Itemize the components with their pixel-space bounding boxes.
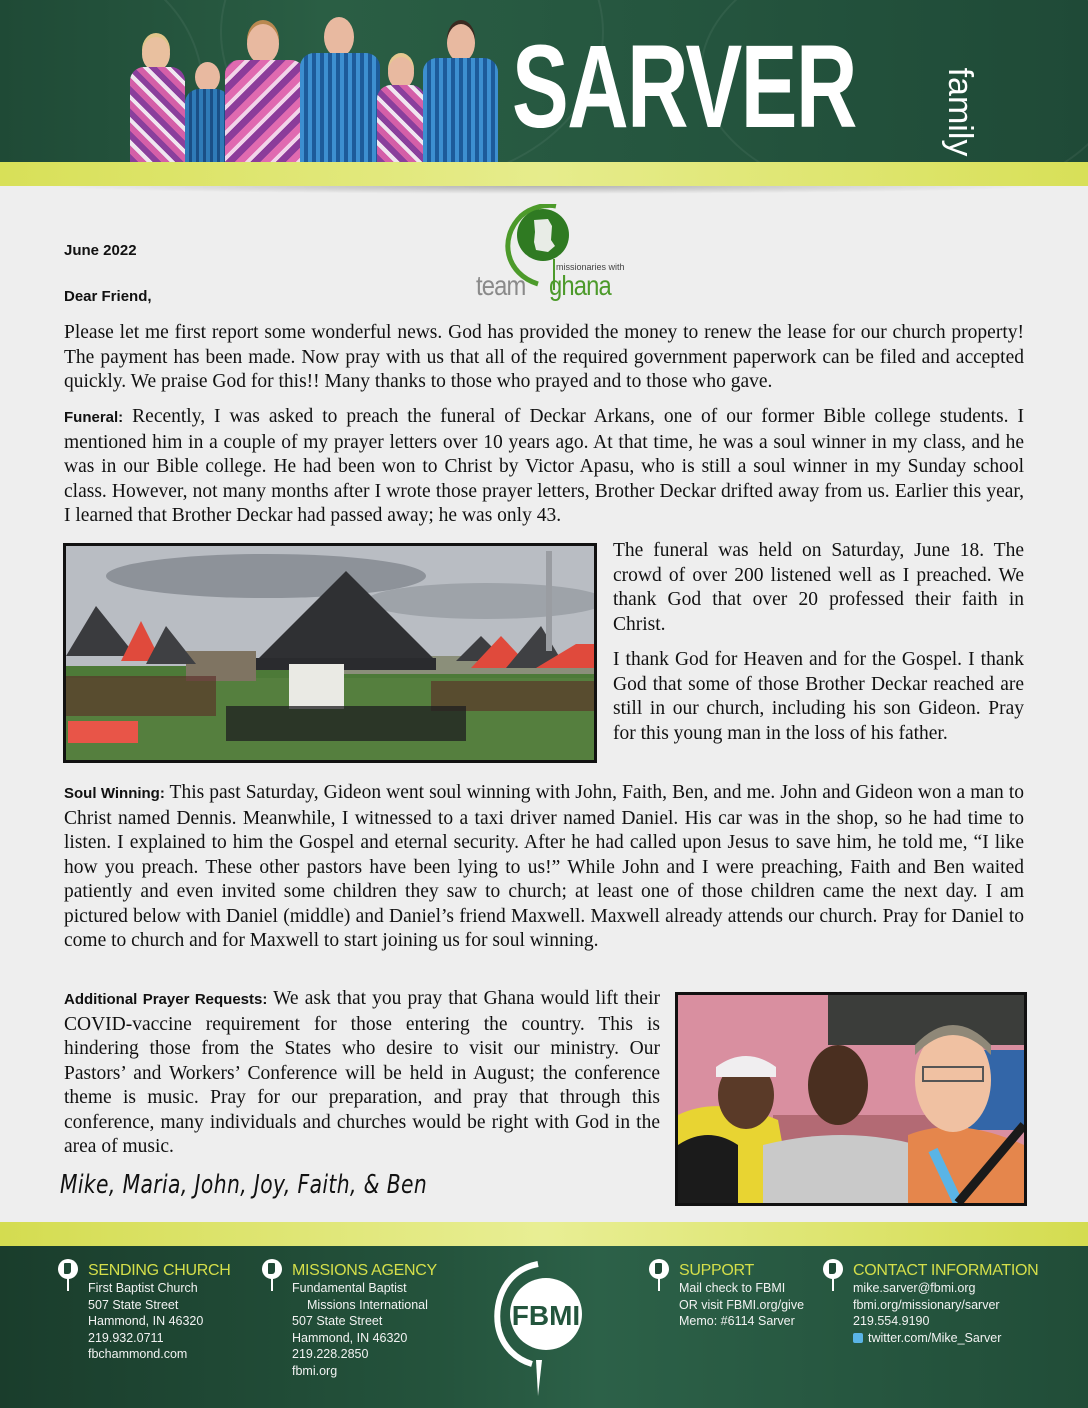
agency-website[interactable]: fbmi.org <box>292 1363 338 1378</box>
map-pin-icon <box>58 1259 78 1279</box>
team-ghana-logo <box>476 204 626 306</box>
support-mail: Mail check to FBMI <box>679 1281 786 1295</box>
three-men-image <box>678 995 1024 1203</box>
prayer-requests-text: We ask that you pray that Ghana would lift their COVID-vaccine requirement for those entering the country. This is hindering those from the States who desire to visit our ministry. Our Pastors’ and Workers’ Conference will be held in August; the conference theme is music. Pray for our preparation, and pray that through this conference, many individuals and churches would be right with God in the area of music. <box>64 988 660 1157</box>
support-memo: Memo: #6114 Sarver <box>679 1314 795 1328</box>
funeral-paragraph <box>64 405 1024 529</box>
header-banner <box>0 0 1088 162</box>
contact-phone: 219.554.9190 <box>853 1314 930 1328</box>
map-pin-icon <box>649 1259 669 1279</box>
sending-church-title: SENDING CHURCH <box>88 1262 231 1279</box>
daniel-maxwell-photo <box>675 992 1027 1206</box>
contact-email[interactable]: mike.sarver@fbmi.org <box>853 1281 976 1295</box>
fbmi-seal-icon <box>492 1256 592 1396</box>
map-pin-icon <box>262 1259 282 1279</box>
soul-winning-paragraph <box>64 781 1024 954</box>
banner-title: SARVER <box>512 21 856 153</box>
letter-greeting: Dear Friend, <box>64 288 152 305</box>
contact-twitter[interactable] <box>853 1330 1038 1347</box>
sending-church-street: 507 State Street <box>88 1297 179 1312</box>
support-title: SUPPORT <box>679 1262 754 1279</box>
missions-agency-title: MISSIONS AGENCY <box>292 1262 437 1279</box>
sending-church-section <box>88 1261 230 1363</box>
support-visit[interactable]: OR visit FBMI.org/give <box>679 1297 805 1312</box>
funeral-tents-image <box>66 546 594 760</box>
letter-date: June 2022 <box>64 242 137 259</box>
twitter-icon <box>853 1333 863 1343</box>
sending-church-phone: 219.932.0711 <box>88 1330 164 1345</box>
prayer-requests-label: Additional Prayer Requests: <box>64 991 268 1008</box>
support-section <box>679 1261 804 1330</box>
funeral-held-paragraph: The funeral was held on Saturday, June 18. The crowd of over 200 listened well as I preached. We thank God that over 20 professed their faith in Christ. <box>613 540 1024 635</box>
footer-accent-band <box>0 1222 1088 1246</box>
agency-street: 507 State Street <box>292 1314 383 1328</box>
header-shadow <box>40 186 1048 194</box>
fbmi-logo <box>492 1256 592 1396</box>
contact-section <box>853 1261 1038 1346</box>
funeral-text: Recently, I was asked to preach the funeral of Deckar Arkans, one of our former Bible college students. I mentioned him in a couple of my prayer letters over 10 years ago. At that time, he was a soul winner in my class, and he was in our Bible college. He had been won to Christ by Victor Apasu, who is still a soul winner in my Sunday school class. However, not many months after I wrote those prayer letters, Brother Deckar drifted away from us. Earlier this year, I learned that Brother Deckar had passed away; he was only 43. <box>64 406 1024 526</box>
contact-twitter-handle[interactable]: twitter.com/Mike_Sarver <box>868 1330 1002 1345</box>
logo-tagline: missionaries with <box>556 262 625 272</box>
soul-winning-text: This past Saturday, Gideon went soul winning with John, Faith, Ben, and me. John and Gideon won a man to Christ named Dennis. Meanwhile, I witnessed to a taxi driver named Daniel. His car was in the shop, so he had time to listen. I explained to him the Gospel and eternal security. After he had called upon Jesus to save him, he told me, “I like how you preach. These other pastors have been lying to us!” While John and I were preaching, Faith and Ben waited patiently and even invited some children they saw to church; at least one of those children came the next day. I am pictured below with Daniel (middle) and Daniel’s friend Maxwell. Maxwell already attends our church. Pray for Daniel to come to church and for Maxwell to start joining us for soul winning. <box>64 782 1024 951</box>
contact-website[interactable]: fbmi.org/missionary/sarver <box>853 1297 1000 1312</box>
sending-church-city: Hammond, IN 46320 <box>88 1314 204 1328</box>
agency-name-line1: Fundamental Baptist <box>292 1281 407 1295</box>
logo-word-ghana: ghana <box>549 270 611 301</box>
sending-church-website[interactable]: fbchammond.com <box>88 1347 188 1361</box>
logo-word-team: team <box>476 270 526 301</box>
missions-agency-section <box>292 1261 437 1379</box>
family-photo <box>125 12 500 162</box>
agency-city: Hammond, IN 46320 <box>292 1330 408 1345</box>
prayer-requests-paragraph <box>64 987 660 1160</box>
heaven-paragraph: I thank God for Heaven and for the Gospel. I thank God that some of those Brother Deckar reached are still in our church, including his son Gideon. Pray for this young man in the loss of his father. <box>613 649 1024 744</box>
soul-winning-label: Soul Winning: <box>64 785 165 802</box>
header-accent-band <box>0 162 1088 186</box>
fbmi-logo-text: FBMI <box>511 1300 581 1331</box>
sending-church-name: First Baptist Church <box>88 1281 198 1295</box>
funeral-label: Funeral: <box>64 409 124 426</box>
footer <box>0 1246 1088 1408</box>
banner-subtitle: family <box>941 67 979 157</box>
map-pin-icon <box>823 1259 843 1279</box>
signature: Mike, Maria, John, Joy, Faith, & Ben <box>60 1170 428 1200</box>
contact-title: CONTACT INFORMATION <box>853 1262 1039 1279</box>
intro-paragraph: Please let me first report some wonderful news. God has provided the money to renew the lease for our church property! The payment has been made. Now pray with us that all of the required government paperwork can be filed and accepted quickly. We praise God for this!! Many thanks to those who prayed and to those who gave. <box>64 322 1024 392</box>
funeral-photo <box>63 543 597 763</box>
agency-name-line2: Missions International <box>307 1297 428 1312</box>
agency-phone: 219.228.2850 <box>292 1347 369 1361</box>
